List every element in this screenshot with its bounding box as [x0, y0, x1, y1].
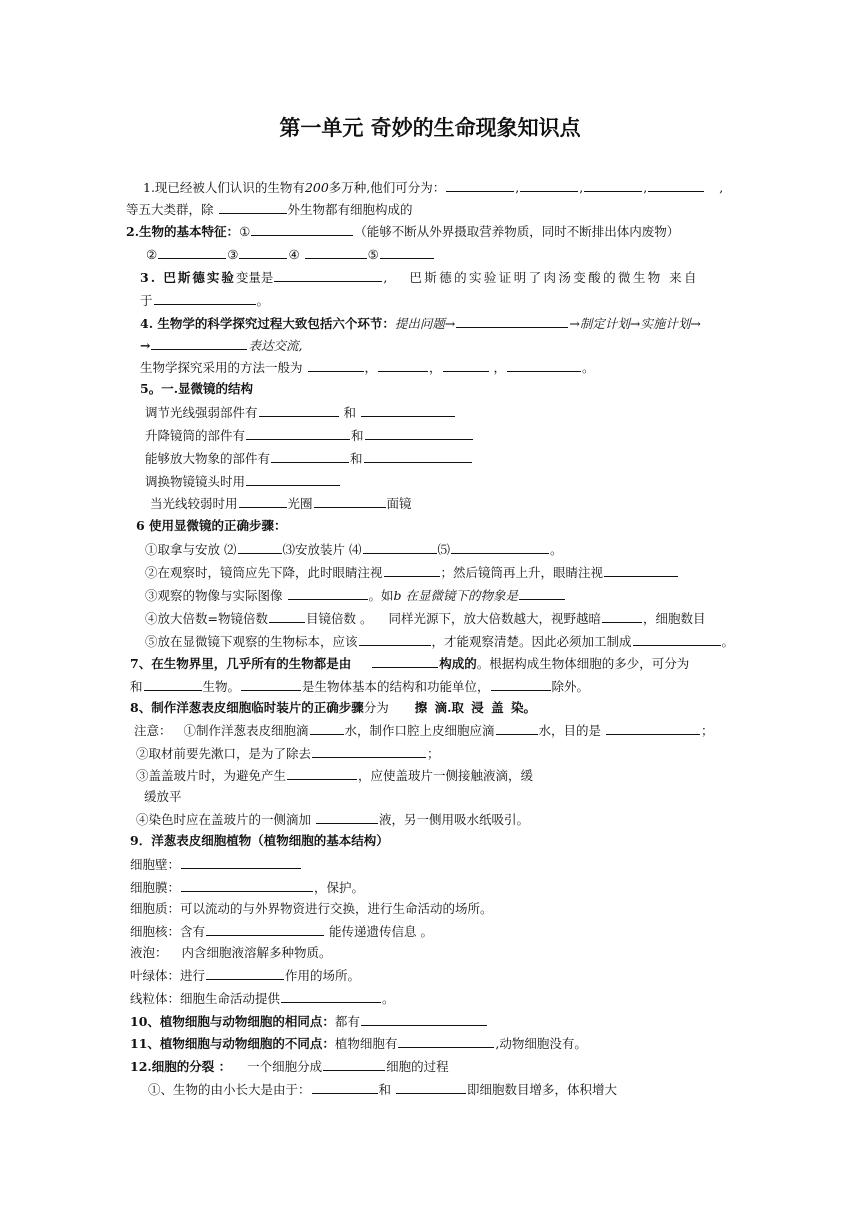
- blank[interactable]: [206, 966, 284, 980]
- blank[interactable]: [363, 540, 437, 554]
- blank[interactable]: [602, 609, 642, 623]
- q2-line2: ② ③ ④ ⑤: [146, 245, 435, 264]
- q5-line3: 能够放大物象的部件有 和: [145, 449, 473, 468]
- q9-cytoplasm: 细胞质：可以流动的与外界物资进行交换，进行生命活动的场所。: [130, 901, 493, 916]
- blank[interactable]: [378, 358, 428, 372]
- blank[interactable]: [281, 989, 381, 1003]
- q4-line2: → 表达交流,: [140, 338, 303, 353]
- q9-nucleus: 细胞核：含有 能传递遗传信息 。: [130, 924, 433, 939]
- blank[interactable]: [274, 268, 382, 282]
- q7-line1: 7、在生物界里，几乎所有的生物都是由 构成的。根据构成生物体细胞的多少，可分为: [130, 656, 690, 671]
- q5-line5: 当光线较弱时用 光圈 面镜: [150, 496, 412, 511]
- blank[interactable]: [323, 1057, 385, 1071]
- q2-line1: 2.生物的基本特征：① （能够不断从外界摄取营养物质，同时不断排出体内废物）: [126, 224, 680, 239]
- blank[interactable]: [287, 766, 357, 780]
- blank[interactable]: [372, 654, 438, 668]
- blank[interactable]: [361, 1012, 487, 1026]
- blank[interactable]: [519, 586, 565, 600]
- blank[interactable]: [239, 494, 287, 508]
- blank[interactable]: [446, 178, 514, 192]
- q9-vacuole: 液泡： 内含细胞液溶解多种物质。: [130, 945, 332, 960]
- q9-mitochondria: 线粒体：细胞生命活动提供 。: [130, 991, 395, 1006]
- blank[interactable]: [238, 540, 282, 554]
- q6-step2: ②在观察时，镜筒应先下降，此时眼睛注视 ；然后镜筒再上升，眼睛注视: [145, 563, 679, 582]
- q10-line: 10、植物细胞与动物细胞的相同点：都有: [130, 1012, 488, 1031]
- q11-line: 11、植物细胞与动物细胞的不同点：植物细胞有 ,动物细胞没有。: [130, 1036, 587, 1051]
- blank[interactable]: [359, 632, 431, 646]
- q8-line1: 8、制作洋葱表皮细胞临时装片的正确步骤分为 擦 滴.取 浸 盖 染。: [130, 700, 536, 715]
- blank[interactable]: [496, 721, 538, 735]
- blank[interactable]: [507, 358, 581, 372]
- blank[interactable]: [246, 426, 350, 440]
- blank[interactable]: [181, 855, 301, 869]
- blank[interactable]: [606, 721, 700, 735]
- q5-line2: 升降镜筒的部件有 和: [145, 426, 474, 445]
- q6-step5: ⑤放在显微镜下观察的生物标本，应该 ，才能观察清楚。因此必须加工制成 。: [145, 634, 735, 649]
- q8-note3-cont: 缓放平: [144, 789, 182, 804]
- blank[interactable]: [288, 586, 368, 600]
- blank[interactable]: [491, 677, 551, 691]
- q3-line2: 于 。: [140, 293, 270, 308]
- q8-note1: 注意： ①制作洋葱表皮细胞滴 水，制作口腔上皮细胞应滴 水，目的是 ；: [134, 723, 714, 738]
- blank[interactable]: [456, 314, 568, 328]
- q6-step3: ③观察的物像与实际图像 。如b 在显微镜下的物象是: [145, 586, 566, 605]
- blank[interactable]: [158, 245, 226, 259]
- blank[interactable]: [384, 563, 440, 577]
- q4-line1: 4. 生物学的科学探究过程大致包括六个环节：提出问题→ →制定计划→实施计划→: [140, 316, 701, 331]
- q8-note3: ③盖盖玻片时，为避免产生 ，应使盖玻片一侧接触液滴，缓: [136, 768, 534, 783]
- blank[interactable]: [365, 426, 473, 440]
- blank[interactable]: [269, 609, 305, 623]
- blank[interactable]: [380, 245, 434, 259]
- blank[interactable]: [584, 178, 642, 192]
- q5-heading: 5。一.显微镜的结构: [140, 381, 254, 396]
- q4-line3: 生物学探究采用的方法一般为 ， ， ， 。: [140, 360, 595, 375]
- blank[interactable]: [246, 472, 340, 486]
- blank[interactable]: [151, 336, 247, 350]
- blank[interactable]: [206, 922, 324, 936]
- blank[interactable]: [308, 358, 364, 372]
- q9-heading: 9．洋葱表皮细胞植物（植物细胞的基本结构）: [130, 833, 389, 848]
- blank[interactable]: [310, 721, 344, 735]
- q1-line2: 等五大类群，除 外生物都有细胞构成的: [126, 202, 413, 217]
- blank[interactable]: [604, 563, 678, 577]
- q5-line4: 调换物镜镜头时用: [145, 472, 341, 491]
- q3-line1: 3. 巴斯德实验变量是 , 巴斯德的实验证明了肉汤变酸的微生物 来自: [140, 270, 699, 285]
- blank[interactable]: [219, 200, 287, 214]
- blank[interactable]: [144, 677, 202, 691]
- q9-wall: 细胞壁：: [130, 855, 302, 874]
- blank[interactable]: [181, 878, 313, 892]
- q12-line1: 12.细胞的分裂 ： 一个细胞分成 细胞的过程: [130, 1059, 449, 1074]
- q5-line1: 调节光线强弱部件有 和: [145, 403, 456, 422]
- q8-note4: ④染色时应在盖玻片的一侧滴加 液，另一侧用吸水纸吸引。: [136, 812, 530, 827]
- q7-line2: 和 生物。 是生物体基本的结构和功能单位， 除外。: [130, 679, 590, 694]
- q9-chloroplast: 叶绿体：进行 作用的场所。: [130, 968, 361, 983]
- blank[interactable]: [648, 178, 704, 192]
- blank[interactable]: [312, 1080, 378, 1094]
- page-title: 第一单元 奇妙的生命现象知识点: [279, 116, 581, 140]
- blank[interactable]: [361, 403, 455, 417]
- blank[interactable]: [633, 632, 721, 646]
- blank[interactable]: [520, 178, 578, 192]
- blank[interactable]: [251, 222, 353, 236]
- blank[interactable]: [443, 358, 489, 372]
- blank[interactable]: [314, 494, 386, 508]
- blank[interactable]: [239, 245, 287, 259]
- blank[interactable]: [259, 403, 339, 417]
- q8-note2: ②取材前要先漱口，是为了除去 ；: [136, 746, 440, 761]
- blank[interactable]: [154, 291, 256, 305]
- blank[interactable]: [398, 1034, 494, 1048]
- blank[interactable]: [271, 449, 349, 463]
- blank[interactable]: [312, 744, 426, 758]
- q6-heading: 6 使用显微镜的正确步骤：: [136, 518, 287, 533]
- blank[interactable]: [364, 449, 472, 463]
- q12-line2: ①、生物的由小长大是由于： 和 即细胞数目增多，体积增大: [148, 1082, 618, 1097]
- blank[interactable]: [305, 245, 367, 259]
- blank[interactable]: [451, 540, 549, 554]
- q6-step1: ①取拿与安放 ⑵ ⑶安放装片 ⑷ ⑸ 。: [145, 542, 563, 557]
- q6-step4: ④放大倍数=物镜倍数 目镜倍数 。 同样光源下，放大倍数越大，视野越暗 ，细胞数目: [145, 611, 706, 626]
- blank[interactable]: [396, 1080, 466, 1094]
- q9-membrane: 细胞膜： ，保护。: [130, 880, 365, 895]
- blank[interactable]: [241, 677, 301, 691]
- blank[interactable]: [316, 810, 378, 824]
- q1-line1: 1.现已经被人们认识的生物有200多万种,他们可分为： , , , ,: [143, 180, 724, 195]
